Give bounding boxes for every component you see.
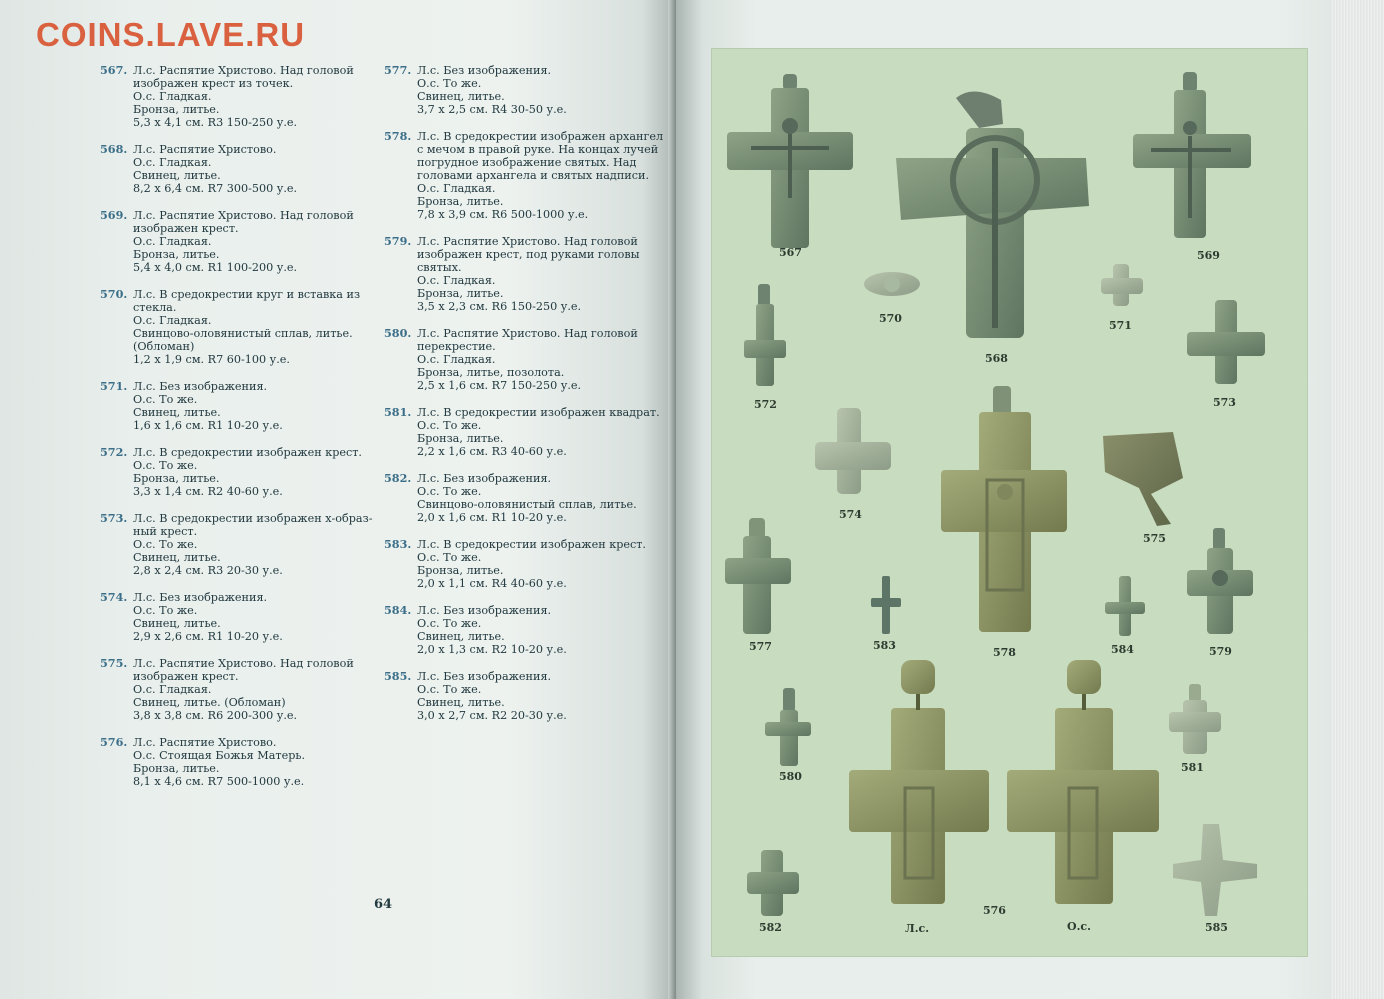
entry-line: Л.с. Распятие Христово. Над головой (133, 657, 354, 670)
entry-line: (Обломан) (133, 340, 195, 353)
entry-line: Л.с. Без изображения. (417, 604, 552, 617)
plate-label: 570 (879, 312, 902, 325)
entry-number: 574. (100, 590, 128, 604)
entry-line: 3,3 х 1,4 см. R2 40-60 у.е. (133, 485, 283, 498)
entry-line: О.с. То же. (417, 419, 482, 432)
entry-line: О.с. Гладкая. (417, 353, 496, 366)
plate-label: 577 (749, 640, 772, 653)
entry-line: изображен крест из точек. (133, 77, 294, 90)
entry-line: О.с. Гладкая. (417, 274, 496, 287)
entry-line: Свинцово-оловянистый сплав, литье. (417, 498, 637, 511)
entry-number: 581. (384, 405, 412, 419)
plate-label: 571 (1109, 319, 1132, 332)
catalog-entry (100, 736, 370, 788)
plate-label: 578 (993, 646, 1016, 659)
entry-number: 573. (100, 511, 128, 525)
entry-line: О.с. Гладкая. (133, 314, 212, 327)
entry-line: О.с. Гладкая. (133, 90, 212, 103)
entry-line: 2,0 х 1,6 см. R1 10-20 у.е. (417, 511, 567, 524)
entry-line: стекла. (133, 301, 177, 314)
entry-number: 576. (100, 735, 128, 749)
entry-line: О.с. Гладкая. (133, 156, 212, 169)
cross-583 (871, 576, 901, 634)
cross-582 (747, 850, 799, 916)
entry-line: Свинец, литье. (133, 406, 221, 419)
entry-line: 3,0 х 2,7 см. R2 20-30 у.е. (417, 709, 567, 722)
cross-576-obverse (849, 660, 989, 904)
plate-label: 580 (779, 770, 802, 783)
catalog-entry (100, 591, 370, 643)
catalog-entry (100, 657, 370, 722)
entry-line: О.с. То же. (417, 485, 482, 498)
crosses-illustration (711, 48, 1308, 957)
entry-line: О.с. То же. (417, 551, 482, 564)
entry-number: 580. (384, 326, 412, 340)
entry-line: Свинец, литье. (417, 630, 505, 643)
catalog-entry (384, 472, 654, 524)
entry-line: 8,1 х 4,6 см. R7 500-1000 у.е. (133, 775, 305, 788)
cross-579 (1187, 528, 1253, 634)
catalog-entry (100, 511, 373, 577)
left-page (0, 0, 676, 999)
entry-line: Свинец, литье. (417, 90, 505, 103)
cross-572 (744, 284, 786, 386)
cross-568 (896, 91, 1089, 338)
catalog-entry (100, 288, 370, 366)
catalog-entry (384, 235, 654, 313)
entry-line: Л.с. Без изображения. (133, 380, 268, 393)
cross-576-reverse (1007, 660, 1159, 904)
cross-575 (1103, 432, 1183, 526)
entry-line: Бронза, литье, позолота. (417, 366, 565, 379)
entry-line: Л.с. Без изображения. (417, 670, 552, 683)
entry-line: 2,8 х 2,4 см. R3 20-30 у.е. (133, 564, 283, 577)
entry-line: Бронза, литье. (133, 103, 220, 116)
entry-line: изображен крест. (133, 222, 239, 235)
catalog-entry (384, 327, 654, 392)
plate-label: 583 (873, 639, 896, 652)
entry-line: Л.с. В средокрестии изображен крест. (417, 538, 646, 551)
catalog-entry (100, 209, 370, 274)
entry-number: 567. (100, 63, 128, 77)
entry-line: Свинец, литье. (417, 696, 505, 709)
entry-line: О.с. Гладкая. (417, 182, 496, 195)
plate-label: 573 (1213, 396, 1236, 409)
entry-line: 3,7 х 2,5 см. R4 30-50 у.е. (417, 103, 567, 116)
cross-567 (727, 74, 853, 248)
entry-line: перекрестие. (417, 340, 496, 353)
entry-line: Л.с. Без изображения. (417, 472, 552, 485)
entry-line: погрудное изображение святых. Над (417, 156, 637, 169)
entry-line: Л.с. Распятие Христово. Над головой (417, 327, 638, 340)
entry-line: Бронза, литье. (417, 195, 504, 208)
entry-line: О.с. То же. (417, 683, 482, 696)
catalog-column-right (384, 63, 664, 736)
entry-number: 571. (100, 379, 128, 393)
entry-line: О.с. То же. (133, 459, 198, 472)
plate-label: 579 (1209, 645, 1232, 658)
entry-line: Л.с. Распятие Христово. (133, 736, 277, 749)
entry-line: О.с. Гладкая. (133, 683, 212, 696)
plate-label: О.с. (1067, 920, 1091, 933)
entry-line: О.с. То же. (133, 393, 198, 406)
catalog-entry (100, 64, 370, 129)
entry-line: изображен крест. (133, 670, 239, 683)
cross-570 (864, 272, 920, 296)
entry-line: 3,5 х 2,3 см. R6 150-250 у.е. (417, 300, 582, 313)
catalog-entry (384, 129, 664, 221)
entry-line: 2,0 х 1,3 см. R2 10-20 у.е. (417, 643, 567, 656)
entry-line: Л.с. В средокрестии изображен архангел (417, 130, 664, 143)
cross-573 (1187, 300, 1265, 384)
page-edges (1330, 0, 1384, 999)
entry-line: Свинец, литье. (133, 169, 221, 182)
entry-line: с мечом в правой руке. На концах лучей (417, 143, 659, 156)
plate-label: 581 (1181, 761, 1204, 774)
cross-580 (765, 688, 811, 766)
plate-label: 569 (1197, 249, 1220, 262)
entry-line: головами архангела и святых надписи. (417, 169, 650, 182)
catalog-entry (384, 64, 654, 116)
plate-label: 568 (985, 352, 1008, 365)
entry-line: О.с. То же. (417, 617, 482, 630)
entry-line: Л.с. Распятие Христово. (133, 143, 277, 156)
entry-line: Свинцово-оловянистый сплав, литье. (133, 327, 353, 340)
entry-line: изображен крест, под руками головы (417, 248, 640, 261)
entry-line: 1,6 х 1,6 см. R1 10-20 у.е. (133, 419, 283, 432)
catalog-column-left (100, 63, 373, 802)
entry-line: Свинец, литье. (133, 551, 221, 564)
cross-584 (1105, 576, 1145, 636)
catalog-entry (100, 380, 370, 432)
entry-number: 569. (100, 208, 128, 222)
entry-line: 1,2 х 1,9 см. R7 60-100 у.е. (133, 353, 290, 366)
entry-line: Л.с. Распятие Христово. Над головой (133, 209, 354, 222)
plate-label: 572 (754, 398, 777, 411)
plate-label: 574 (839, 508, 862, 521)
entry-number: 572. (100, 445, 128, 459)
entry-number: 570. (100, 287, 128, 301)
plate-label: Л.с. (905, 922, 930, 935)
entry-line: О.с. Стоящая Божья Матерь. (133, 749, 306, 762)
entry-line: Л.с. В средокрестии изображен х-образ- (133, 512, 373, 525)
entry-line: Бронза, литье. (417, 432, 504, 445)
catalog-entry (384, 670, 654, 722)
photo-plate (711, 48, 1308, 957)
entry-line: Л.с. В средокрестии изображен крест. (133, 446, 362, 459)
entry-line: 8,2 х 6,4 см. R7 300-500 у.е. (133, 182, 298, 195)
catalog-entry (384, 604, 654, 656)
entry-line: О.с. Гладкая. (133, 235, 212, 248)
entry-line: Бронза, литье. (133, 248, 220, 261)
entry-line: 2,2 х 1,6 см. R3 40-60 у.е. (417, 445, 567, 458)
cross-581 (1169, 684, 1221, 754)
watermark: COINS.LAVE.RU (36, 16, 306, 53)
page-number: 64 (374, 897, 393, 912)
entry-number: 575. (100, 656, 128, 670)
plate-label: 575 (1143, 532, 1166, 545)
entry-number: 584. (384, 603, 412, 617)
entry-line: О.с. То же. (133, 538, 198, 551)
cross-585 (1173, 824, 1257, 916)
entry-number: 577. (384, 63, 412, 77)
entry-line: 2,5 х 1,6 см. R7 150-250 у.е. (417, 379, 582, 392)
entry-number: 579. (384, 234, 412, 248)
entry-number: 568. (100, 142, 128, 156)
cross-577 (725, 518, 791, 634)
entry-line: 2,0 х 1,1 см. R4 40-60 у.е. (417, 577, 567, 590)
entry-line: Бронза, литье. (417, 287, 504, 300)
entry-line: 5,4 х 4,0 см. R1 100-200 у.е. (133, 261, 298, 274)
cross-569 (1133, 72, 1251, 238)
entry-line: 2,9 х 2,6 см. R1 10-20 у.е. (133, 630, 283, 643)
catalog-entry (384, 405, 660, 458)
entry-line: Свинец, литье. (133, 617, 221, 630)
entry-line: Свинец, литье. (Обломан) (133, 696, 286, 709)
plate-label: 576 (983, 904, 1006, 917)
entry-number: 585. (384, 669, 412, 683)
cross-574 (815, 408, 891, 494)
entry-line: Л.с. В средокрестии круг и вставка из (133, 288, 361, 301)
entry-line: ный крест. (133, 525, 198, 538)
catalog-entry (100, 143, 370, 195)
entry-line: Л.с. В средокрестии изображен квадрат. (417, 406, 660, 419)
entry-number: 583. (384, 537, 412, 551)
entry-line: О.с. То же. (417, 77, 482, 90)
entry-line: Л.с. Распятие Христово. Над головой (417, 235, 638, 248)
plate-label: 567 (779, 246, 802, 259)
catalog-entry (100, 446, 370, 498)
entry-line: Л.с. Без изображения. (417, 64, 552, 77)
plate-label: 585 (1205, 921, 1228, 934)
cross-578 (941, 386, 1067, 632)
catalog-entry (384, 538, 654, 590)
entry-number: 582. (384, 471, 412, 485)
plate-label: 584 (1111, 643, 1134, 656)
cross-571 (1101, 264, 1143, 306)
entry-line: О.с. То же. (133, 604, 198, 617)
entry-line: 3,8 х 3,8 см. R6 200-300 у.е. (133, 709, 298, 722)
entry-number: 578. (384, 129, 412, 143)
entry-line: Л.с. Распятие Христово. Над головой (133, 64, 354, 77)
entry-line: 5,3 х 4,1 см. R3 150-250 у.е. (133, 116, 298, 129)
entry-line: святых. (417, 261, 462, 274)
entry-line: Бронза, литье. (133, 762, 220, 775)
entry-line: Л.с. Без изображения. (133, 591, 268, 604)
plate-label: 582 (759, 921, 782, 934)
entry-line: Бронза, литье. (133, 472, 220, 485)
entry-line: 7,8 х 3,9 см. R6 500-1000 у.е. (417, 208, 589, 221)
entry-line: Бронза, литье. (417, 564, 504, 577)
